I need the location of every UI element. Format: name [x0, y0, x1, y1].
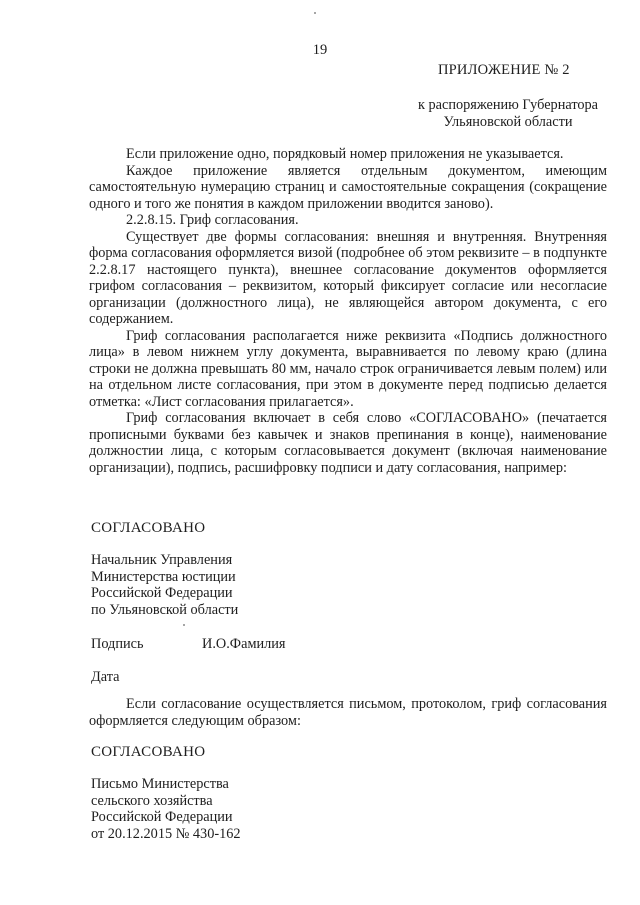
approver-position-line: по Ульяновской области	[91, 601, 239, 618]
approver-position-line: Министерства юстиции	[91, 568, 236, 585]
approval-stamp-label: СОГЛАСОВАНО	[91, 744, 206, 760]
paragraph: Существует две формы согласования: внешняя и внутренняя. Внутренняя форма согласования оформляется визой (подробнее об этом реквизите – в подпункте 2.2.8.17 настоящего пункта), внешнее согласование документов оформляется грифом согласования – реквизитом, который фиксирует согласие или несогласие организации (должностного лица), не являющейся автором документа, с его содержанием.	[89, 228, 607, 327]
signature-name: И.О.Фамилия	[202, 636, 286, 652]
signature-label: Подпись	[91, 636, 144, 652]
letter-reference-line: Письмо Министерства	[91, 776, 229, 792]
letter-reference-line: от 20.12.2015 № 430-162	[91, 825, 241, 842]
approval-stamp-label: СОГЛАСОВАНО	[91, 520, 206, 536]
paragraph: Если приложение одно, порядковый номер приложения не указывается.	[126, 146, 564, 162]
section-heading: 2.2.8.15. Гриф согласования.	[126, 212, 299, 228]
letter-reference	[91, 776, 351, 842]
body-text	[89, 146, 607, 476]
appendix-ref-line: Ульяновской области	[443, 114, 573, 130]
letter-reference-line: сельского хозяйства	[91, 792, 213, 809]
approver-position	[91, 552, 351, 618]
scan-speck	[183, 624, 185, 626]
date-label: Дата	[91, 669, 120, 685]
approver-position-line: Начальник Управления	[91, 552, 233, 568]
paragraph: Если согласование осуществляется письмом, протоколом, гриф согласования оформляется следующим образом:	[89, 696, 607, 729]
signature-row	[91, 636, 491, 654]
appendix-ref-line: к распоряжению Губернатора	[417, 97, 599, 113]
body-text-continued	[89, 696, 607, 729]
approver-position-line: Российской Федерации	[91, 585, 233, 601]
paragraph: Гриф согласования располагается ниже реквизита «Подпись должностного лица» в левом нижнем углу документа, выравнивается по левому краю (длина строки не должна превышать 80 мм, начало строк ограничивается левым полем) или на отдельном листе согласования, при этом в документе перед подписью делается отметка: «Лист согласования прилагается».	[89, 327, 607, 410]
appendix-reference	[408, 97, 608, 131]
appendix-title: ПРИЛОЖЕНИЕ № 2	[438, 62, 570, 78]
paragraph: Гриф согласования включает в себя слово «СОГЛАСОВАНО» (печатается прописными буквами без кавычек и знаков препинания в конце), наименование должностии лица, с которым согласовывается документ (включая наименование организации), подпись, расшифровку подписи и дату согласования, например:	[89, 410, 607, 476]
letter-reference-line: Российской Федерации	[91, 809, 233, 825]
paragraph: Каждое приложение является отдельным документом, имеющим самостоятельную нумерацию страниц и самостоятельные сокращения (сокращение одного и того же понятия в каждом приложении вводится заново).	[89, 162, 607, 212]
page-number: 19	[312, 42, 328, 58]
scan-speck	[314, 12, 316, 14]
